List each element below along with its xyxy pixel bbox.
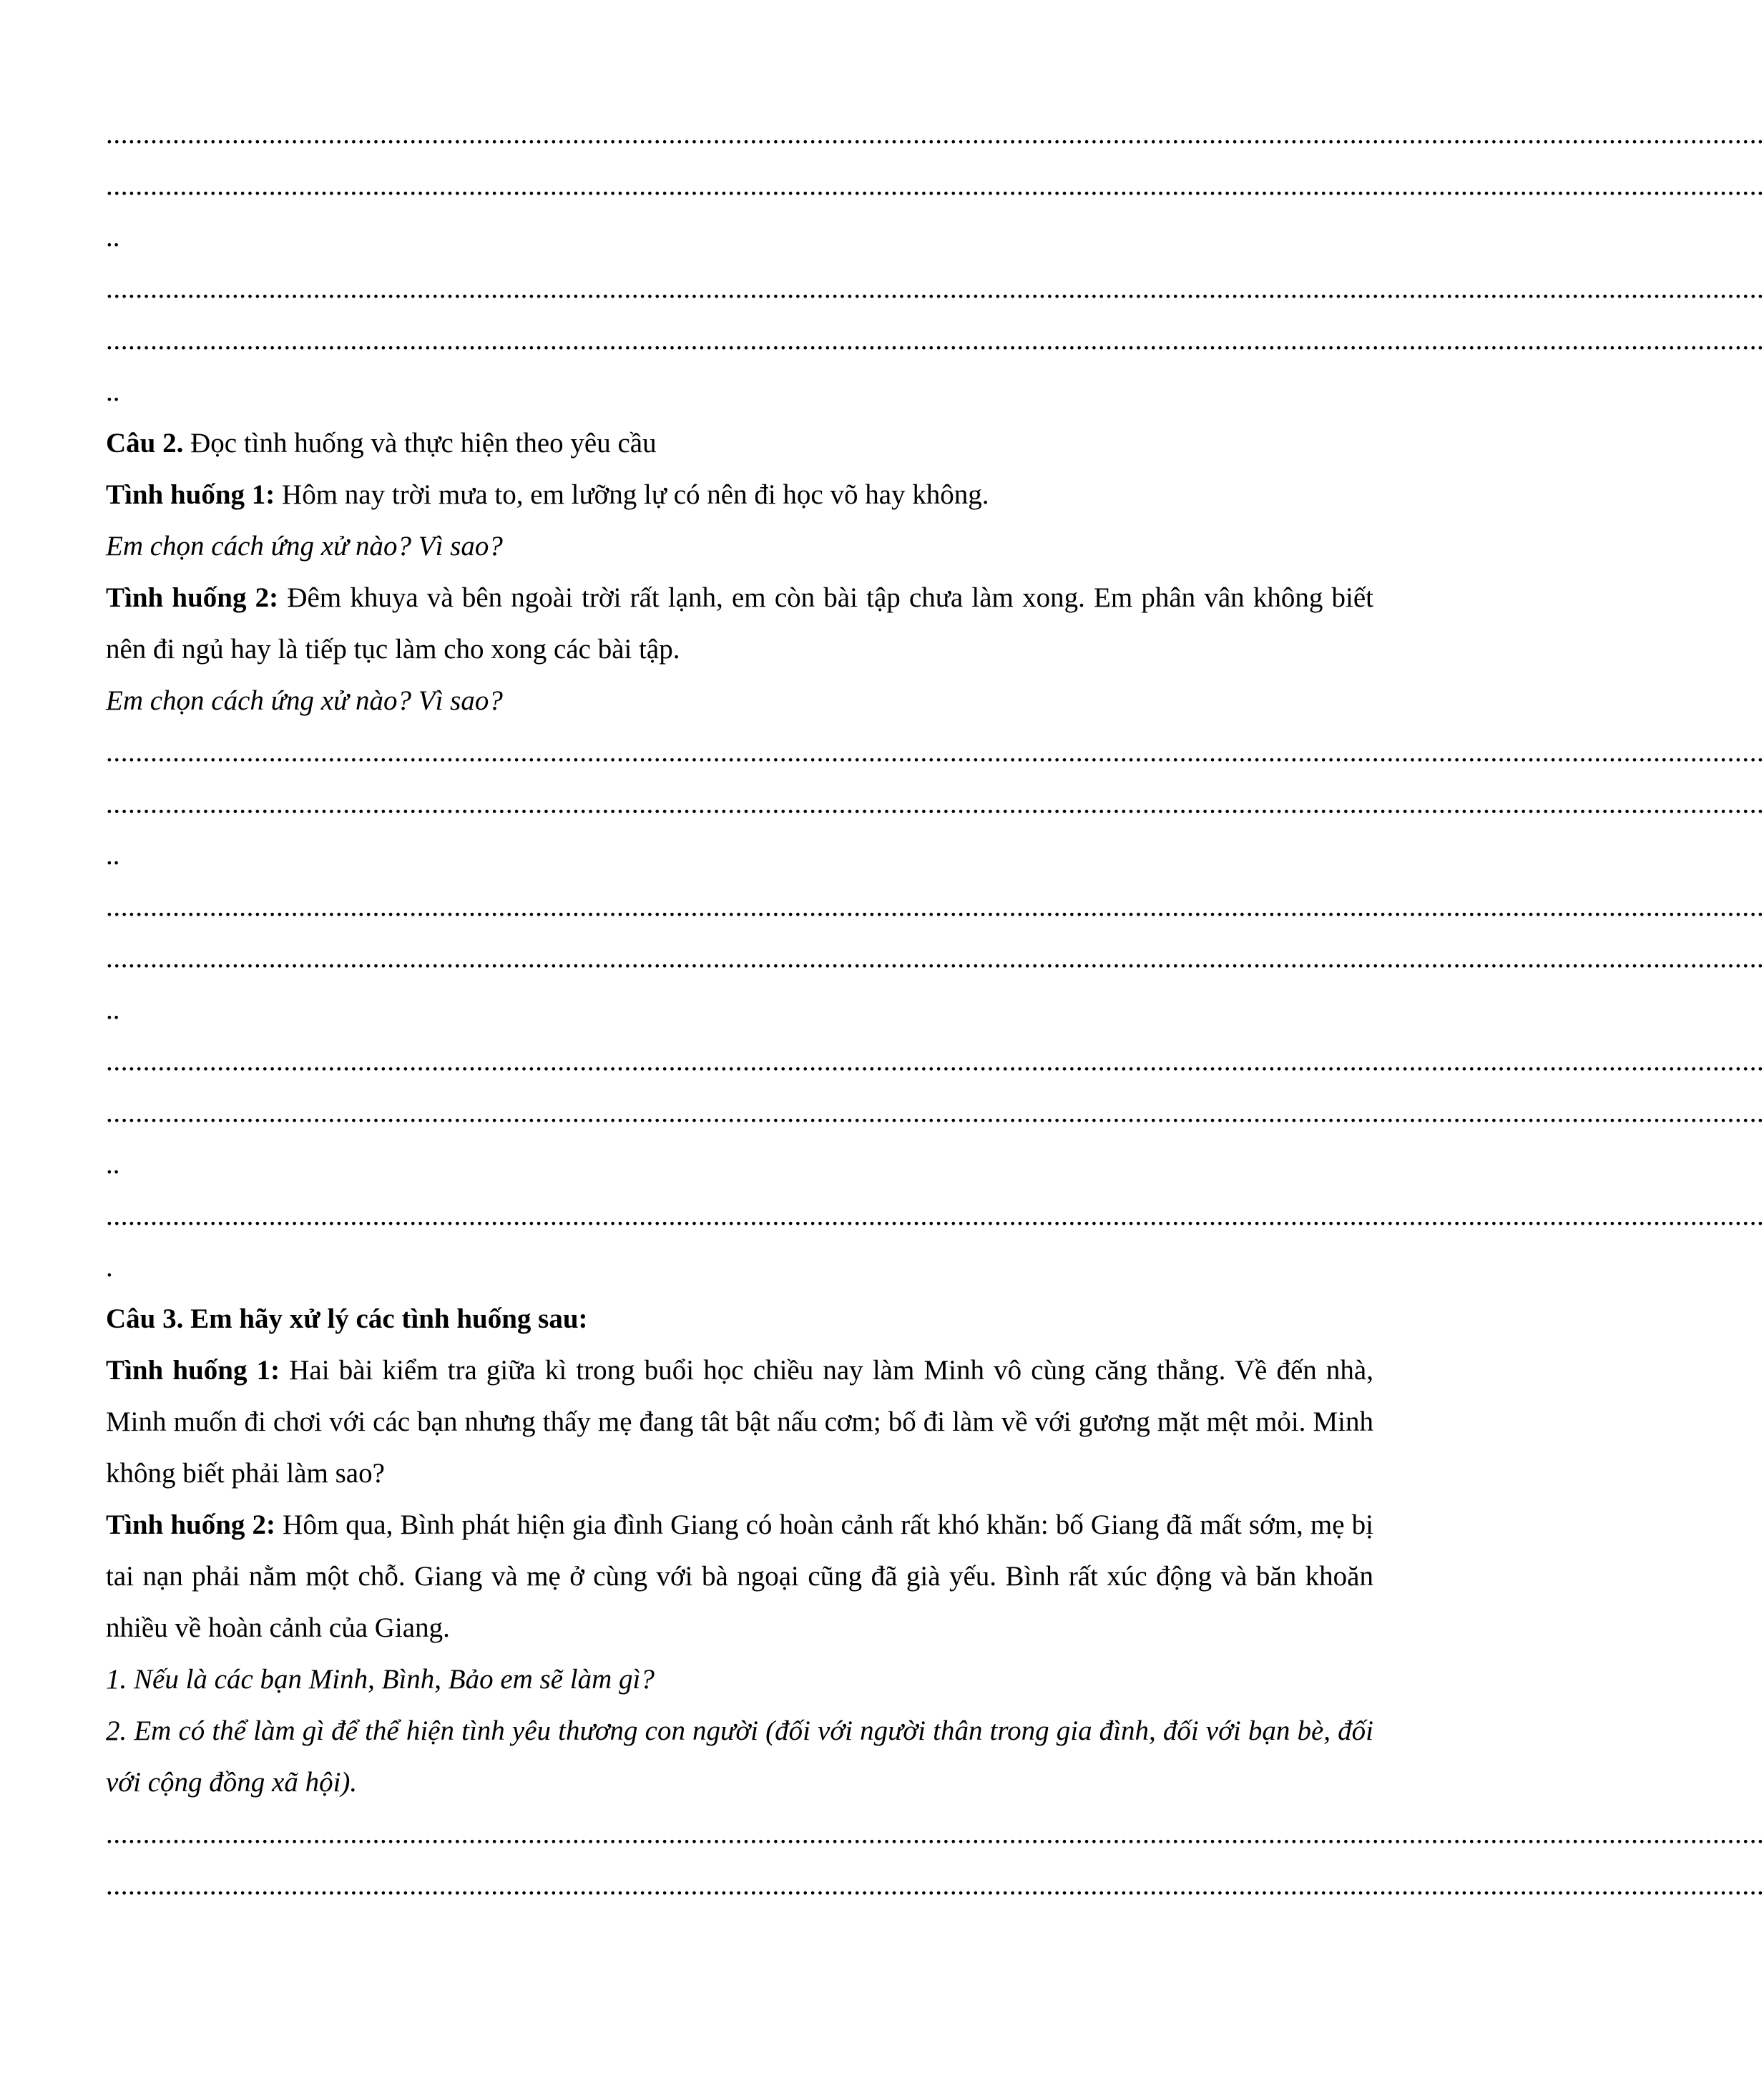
q3-situation-2-label: Tình huống 2: [106,1509,276,1540]
answer-line: ................................................................................................................................................................................................................................ [106,325,1764,356]
q2-situation-2 [106,572,1373,675]
question-2-label: Câu 2. [106,428,184,459]
question-2-heading [106,418,1373,469]
q3-situation-2 [106,1499,1373,1654]
answer-line: ................................................................................................................................................................................................................................ [106,273,1764,304]
answer-line: ................................................................................................................................................................................................................................ [106,1870,1764,1901]
document-content [106,109,1764,1911]
q3-ask-1 [106,1654,1373,1705]
answer-line-end: .. [106,840,120,871]
q2-ask-text: Em chọn cách ứng xử nào? Vì sao? [106,531,503,562]
question-3-heading-text: Câu 3. Em hãy xử lý các tình huống sau: [106,1303,588,1334]
answer-line-end: .. [106,376,120,407]
answer-line-end: .. [106,222,120,253]
q3-situation-1-label: Tình huống 1: [106,1355,280,1386]
answer-line: ................................................................................................................................................................................................................................ [106,1818,1764,1849]
question-3-heading [106,1293,1373,1345]
answer-line-end: .. [106,1149,120,1180]
answer-line: ................................................................................................................................................................................................................................ [106,891,1764,922]
q2-situation-1-text: Hôm nay trời mưa to, em lưỡng lự có nên đi học võ hay không. [275,479,989,510]
answer-line: ................................................................................................................................................................................................................................ [106,737,1764,768]
answer-line: ................................................................................................................................................................................................................................ [106,1097,1764,1128]
q3-situation-2-text: Hôm qua, Bình phát hiện gia đình Giang có hoàn cảnh rất khó khăn: bố Giang đã mất sớm, mẹ bị tai nạn phải nằm một chỗ. Giang và mẹ ở cùng với bà ngoại cũng đã già yếu. Bình rất xúc động và băn khoăn nhiều về hoàn cảnh của Giang. [106,1509,1373,1643]
q3-ask-1-text: 1. Nếu là các bạn Minh, Bình, Bảo em sẽ làm gì? [106,1664,655,1695]
q3-situation-1-text: Hai bài kiểm tra giữa kì trong buổi học chiều nay làm Minh vô cùng căng thẳng. Về đến nhà, Minh muốn đi chơi với các bạn nhưng thấy mẹ đang tât bật nấu cơm; bố đi làm về với gương mặt mệt mỏi. Minh không biết phải làm sao? [106,1355,1373,1489]
q2-ask-text: Em chọn cách ứng xử nào? Vì sao? [106,685,503,716]
q3-situation-1 [106,1345,1373,1499]
q2-situation-1 [106,469,1373,521]
answer-line: ................................................................................................................................................................................................................................ [106,170,1764,201]
q2-situation-1-ask [106,521,1373,572]
answer-line-end: .. [106,994,120,1025]
q2-situation-2-text: Đêm khuya và bên ngoài trời rất lạnh, em còn bài tập chưa làm xong. Em phân vân không biết nên đi ngủ hay là tiếp tục làm cho xong các bài tập. [106,582,1373,665]
answer-line: ................................................................................................................................................................................................................................ [106,943,1764,974]
q2-situation-2-ask [106,675,1373,727]
answer-line: ................................................................................................................................................................................................................................ [106,1200,1764,1231]
question-2-text: Đọc tình huống và thực hiện theo yêu cầu [183,428,657,459]
answer-line: ................................................................................................................................................................................................................................ [106,119,1764,150]
answer-line-end: . [106,1252,113,1283]
answer-line: ................................................................................................................................................................................................................................ [106,1046,1764,1077]
q3-ask-2 [106,1705,1373,1808]
q2-situation-2-label: Tình huống 2: [106,582,279,613]
q2-situation-1-label: Tình huống 1: [106,479,275,510]
q3-ask-2-text: 2. Em có thể làm gì để thể hiện tình yêu thương con người (đối với người thân trong gia đình, đối với bạn bè, đối với cộng đồng xã hội). [106,1715,1373,1798]
answer-line: ................................................................................................................................................................................................................................ [106,788,1764,819]
